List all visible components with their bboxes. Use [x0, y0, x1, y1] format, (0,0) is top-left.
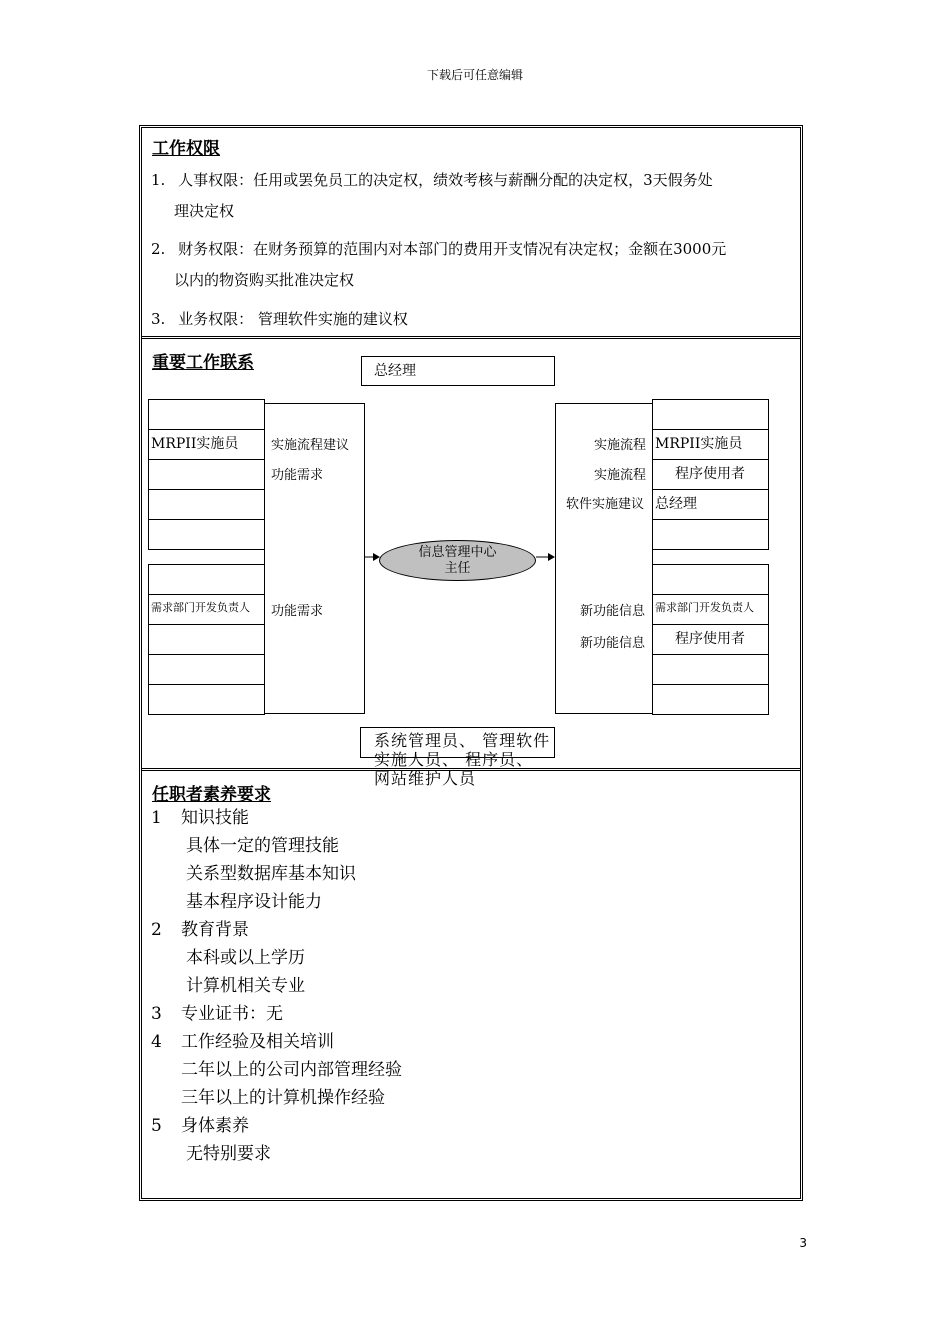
right-label-general-manager: 总经理 [652, 489, 769, 520]
center-node-ellipse [379, 540, 536, 581]
requirement-text: 三年以上的计算机操作经验 [181, 1088, 385, 1108]
authority-item-cont: 理决定权 [174, 202, 235, 220]
item-text: 业务权限： 管理软件实施的建议权 [178, 310, 408, 328]
page-number: 3 [799, 1236, 807, 1250]
right-label-program-user: 程序使用者 [652, 624, 769, 655]
left-cell [148, 489, 265, 520]
left-flow-label: 功能需求 [271, 604, 324, 619]
section-divider [142, 336, 800, 339]
left-cell [148, 564, 265, 595]
right-cell [652, 519, 769, 550]
requirement-item [151, 860, 711, 888]
requirement-text: 工作经验及相关培训 [181, 1032, 334, 1052]
requirement-item [151, 1028, 711, 1056]
item-text: 财务权限：在财务预算的范围内对本部门的费用开支情况有决定权；金额在3000元 [178, 240, 727, 258]
left-cell [148, 624, 265, 655]
requirement-number: 3 [151, 1004, 162, 1024]
requirement-item [151, 1000, 711, 1028]
requirement-text: 教育背景 [181, 920, 249, 940]
authority-item [151, 165, 796, 196]
requirement-text: 计算机相关专业 [186, 976, 305, 996]
right-flow-label: 实施流程 [594, 468, 647, 483]
requirement-text: 知识技能 [181, 808, 249, 828]
right-cell [652, 654, 769, 685]
right-flow-label: 软件实施建议 [566, 497, 645, 512]
authority-item-cont: 以内的物资购买批准决定权 [174, 271, 355, 289]
requirement-item [151, 1112, 711, 1140]
requirements-list [151, 804, 711, 1168]
requirement-item [151, 1084, 711, 1112]
requirement-item [151, 804, 711, 832]
left-cell [148, 519, 265, 550]
right-cell [652, 684, 769, 715]
requirement-item [151, 888, 711, 916]
requirement-text: 具体一定的管理技能 [186, 836, 339, 856]
requirement-number: 4 [151, 1032, 162, 1052]
requirement-item [151, 944, 711, 972]
requirement-item [151, 972, 711, 1000]
left-label-dept: 需求部门开发负责人 [148, 594, 265, 625]
arrow-right-icon [548, 553, 555, 561]
requirement-text: 专业证书：无 [181, 1004, 283, 1024]
left-flow-label: 功能需求 [271, 468, 324, 483]
requirement-text: 关系型数据库基本知识 [186, 864, 356, 884]
left-cell [148, 459, 265, 490]
requirements-title: 任职者素养要求 [152, 785, 271, 805]
right-cell [652, 564, 769, 595]
requirement-text: 本科或以上学历 [186, 948, 305, 968]
top-box-general-manager: 总经理 [361, 356, 555, 386]
requirement-number: 2 [151, 920, 162, 940]
item-number: 3. [151, 310, 166, 328]
right-flow-label: 新功能信息 [580, 636, 646, 651]
authority-item [151, 234, 796, 265]
requirement-item [151, 1140, 711, 1168]
center-node-line1: 信息管理中心 [418, 545, 497, 560]
requirement-item [151, 832, 711, 860]
left-flow-label: 实施流程建议 [271, 438, 350, 453]
right-flow-label: 实施流程 [594, 438, 647, 453]
right-cell [652, 399, 769, 430]
bottom-box-text: 系统管理员、 管理软件实施人员、 程序员、 网站维护人员 [374, 731, 551, 788]
right-label-dept: 需求部门开发负责人 [652, 594, 769, 625]
requirement-item [151, 1056, 711, 1084]
authority-title: 工作权限 [152, 139, 220, 159]
requirement-number: 1 [151, 808, 162, 828]
item-text: 人事权限：任用或罢免员工的决定权，绩效考核与薪酬分配的决定权，3天假务处 [178, 171, 713, 189]
authority-item [151, 304, 408, 335]
item-number: 2. [151, 240, 166, 258]
page-header: 下载后可任意编辑 [426, 68, 523, 82]
requirement-text: 无特别要求 [186, 1144, 271, 1164]
relations-title: 重要工作联系 [152, 353, 254, 373]
left-cell [148, 684, 265, 715]
center-node-line2: 主任 [444, 561, 471, 576]
left-cell [148, 399, 265, 430]
right-flow-label: 新功能信息 [580, 604, 646, 619]
left-label-mrpii: MRPII实施员 [148, 429, 265, 460]
requirement-text: 基本程序设计能力 [186, 892, 322, 912]
right-label-mrpii: MRPII实施员 [652, 429, 769, 460]
left-cell [148, 654, 265, 685]
requirement-number: 5 [151, 1116, 162, 1136]
requirement-text: 身体素养 [181, 1116, 249, 1136]
requirement-item [151, 916, 711, 944]
item-number: 1. [151, 171, 166, 189]
right-label-program-user: 程序使用者 [652, 459, 769, 490]
requirement-text: 二年以上的公司内部管理经验 [181, 1060, 402, 1080]
